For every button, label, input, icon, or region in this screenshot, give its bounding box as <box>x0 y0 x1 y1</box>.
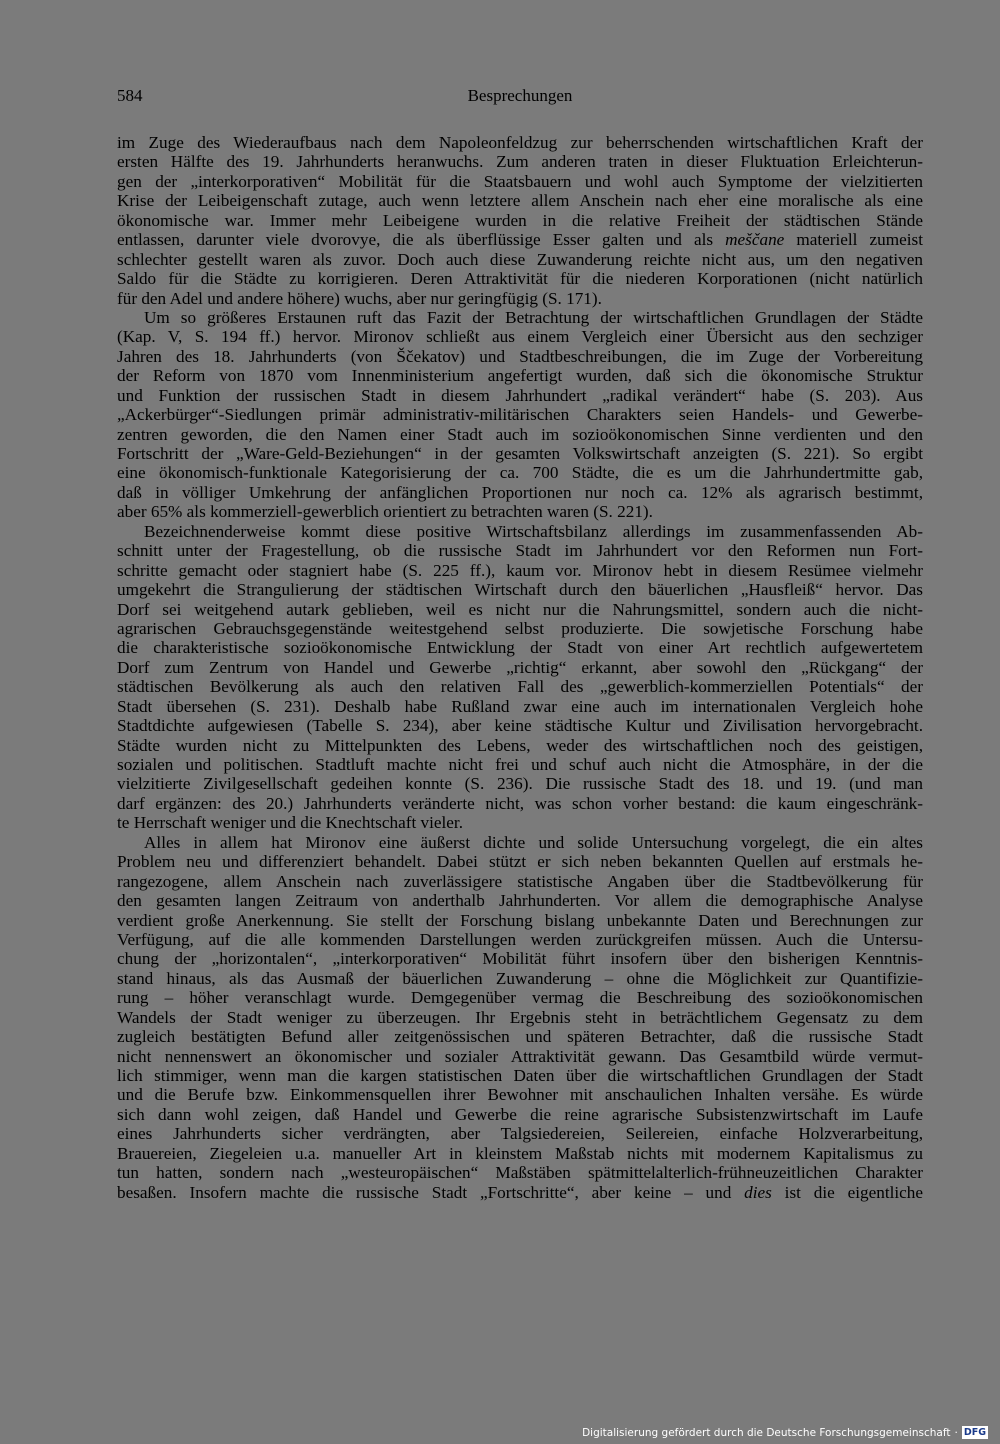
text-line: Krise der Leibeigenschaft zutage, auch wenn letztere allem Anschein nach eher eine moralische als eine <box>117 191 923 211</box>
text-line: Bezeichnenderweise kommt diese positive Wirtschaftsbilanz allerdings im zusammenfassenden Ab- <box>144 521 923 541</box>
digitization-footer <box>582 1425 988 1440</box>
text-line: für den Adel und andere höhere) wuchs, aber nur geringfügig (S. 171). <box>117 288 602 308</box>
text-line: besaßen. Insofern machte die russische Stadt „Fortschritte“, aber keine – und dies ist die eigentliche <box>117 1182 923 1202</box>
text-line: Dorf sei weitgehend autark geblieben, weil es nicht nur die Nahrungsmittel, sondern auch die nicht- <box>117 599 923 619</box>
text-line: im Zuge des Wiederaufbaus nach dem Napoleonfeldzug zur beherrschenden wirtschaftlichen Kraft der <box>117 133 923 152</box>
text-line: Stadtdichte aufgewiesen (Tabelle S. 234), aber keine städtische Kultur und Zivilisation hervorgebracht. <box>117 716 923 736</box>
text-line: schritte gemacht oder stagniert habe (S. 225 ff.), kaum vor. Mironov hebt in diesem Resümee vielmehr <box>117 560 923 580</box>
text-line: Brauereien, Ziegeleien u.a. manueller Art in kleinstem Maßstab nichts mit modernem Kapitalismus zu <box>117 1143 923 1163</box>
text-line: (Kap. V, S. 194 ff.) hervor. Mironov schließt aus einem Vergleich einer Übersicht aus den sechziger <box>117 327 923 347</box>
text-line: vielzitierte Zivilgesellschaft gedeihen konnte (S. 236). Die russische Stadt des 18. und 19. (und man <box>117 774 923 794</box>
text-line: Alles in allem hat Mironov eine äußerst dichte und solide Untersuchung vorgelegt, die ein altes <box>144 832 923 852</box>
text-line: ersten Hälfte des 19. Jahrhunderts heranwuchs. Zum anderen traten in dieser Fluktuation Erleichterun- <box>117 152 923 172</box>
text-line: stand hinaus, als das Ausmaß der bäuerlichen Zuwanderung – ohne die Möglichkeit zur Quantifizie- <box>117 968 923 988</box>
text-line: Um so größeres Erstaunen ruft das Fazit der Betrachtung der wirtschaftlichen Grundlagen der Städte <box>144 307 923 327</box>
text-line: rung – höher veranschlagt wurde. Demgegenüber vermag die Beschreibung des sozioökonomischen <box>117 988 923 1008</box>
paragraph <box>117 522 923 833</box>
running-head: Besprechungen <box>467 86 573 105</box>
text-line: städtischen Bevölkerung als auch den relativen Fall des „gewerblich-kommerziellen Potentials“ der <box>117 677 923 697</box>
text-line: „Ackerbürger“-Siedlungen primär administrativ-militärischen Charakters seien Handels- und Gewerbe- <box>117 405 923 425</box>
text-line: gen der „interkorporativen“ Mobilität für die Staatsbauern und wohl auch Symptome der vielzitierten <box>117 171 923 191</box>
text-line: verdient große Anerkennung. Sie stellt der Forschung bislang unbekannte Daten und Berechnungen zur <box>117 910 923 930</box>
text-line: der Reform von 1870 vom Innenministerium angefertigt wurden, daß sich die ökonomische Struktur <box>117 366 923 386</box>
paragraph <box>117 308 923 522</box>
text-line: sich dann wohl zeigen, daß Handel und Gewerbe die reine agrarische Subsistenzwirtschaft im Laufe <box>117 1104 923 1124</box>
text-line: darf ergänzen: des 20.) Jahrhunderts veränderte nicht, was schon vorher bestand: die kaum eingeschränk- <box>117 793 923 813</box>
text-line: Verfügung, auf die alle kommenden Darstellungen werden zurückgreifen müssen. Auch die Untersu- <box>117 929 923 949</box>
text-line: sozialen und politischen. Stadtluft machte nicht frei und schuf auch nicht die Atmosphäre, in der die <box>117 755 923 774</box>
text-line: Problem neu und differenziert behandelt. Dabei stützt er sich neben bekannten Quellen auf erstmals he- <box>117 852 923 872</box>
text-line: Jahren des 18. Jahrhunderts (von Ščekatov) und Stadtbeschreibungen, die im Zuge der Vorbereitung <box>117 346 923 366</box>
text-line: agrarischen Gebrauchsgegenstände weitestgehend selbst produzierte. Die sowjetische Forschung habe <box>117 618 923 638</box>
review-body-text <box>117 133 923 1202</box>
text-line: rangezogene, allem Anschein nach zuverlässigere statistische Angaben über die Stadtbevölkerung für <box>117 871 923 891</box>
text-line: chung der „horizontalen“, „interkorporativen“ Mobilität führt insofern über den bisherigen Kenntnis- <box>117 949 923 969</box>
footer-separator: · <box>954 1426 958 1439</box>
text-line: aber 65% als kommerziell-gewerblich orientiert zu betrachten waren (S. 221). <box>117 502 653 522</box>
text-line: entlassen, darunter viele dvorovye, die als überflüssige Esser galten und als meščane materiell zumeist <box>117 230 923 250</box>
text-line: nicht nennenswert an ökonomischer und sozialer Attraktivität gewann. Das Gesamtbild würde vermut- <box>117 1046 923 1066</box>
footer-credit: Digitalisierung gefördert durch die Deutsche Forschungsgemeinschaft <box>582 1426 951 1439</box>
text-line: Stadt übersehen (S. 231). Deshalb habe Rußland zwar eine auch im internationalen Vergleich hohe <box>117 696 923 716</box>
dfg-logo-icon: DFG <box>963 1427 986 1438</box>
text-line: und Funktion der russischen Stadt in diesem Jahrhundert „radikal verändert“ habe (S. 203). Aus <box>117 385 923 405</box>
text-line: lich stimmiger, wenn man die kargen statistischen Daten über die wirtschaftlichen Grundlagen der Stadt <box>117 1066 923 1085</box>
text-line: schnitt unter der Fragestellung, ob die russische Stadt im Jahrhundert vor den Reformen nun Fort- <box>117 541 923 561</box>
text-line: Saldo für die Städte zu korrigieren. Deren Attraktivität für die niederen Korporationen (nicht natürlich <box>117 269 923 289</box>
text-line: daß in völliger Umkehrung der anfänglichen Proportionen nur noch ca. 12% als agrarisch bestimmt, <box>117 482 923 502</box>
page-number: 584 <box>117 86 143 105</box>
text-line: eine ökonomisch-funktionale Kategorisierung der ca. 700 Städte, die es um die Jahrhundertmitte gab, <box>117 463 923 483</box>
text-line: den gesamten langen Zeitraum von anderthalb Jahrhunderten. Vor allem die demographische Analyse <box>117 891 923 911</box>
text-line: Dorf zum Zentrum von Handel und Gewerbe „richtig“ erkannt, aber sowohl den „Rückgang“ der <box>117 657 923 677</box>
text-line: zugleich bestätigten Befund aller zeitgenössischen und späteren Betrachter, daß die russische Stadt <box>117 1027 923 1047</box>
page-header <box>117 86 923 110</box>
paragraph <box>117 833 923 1202</box>
text-line: zentren geworden, die den Namen einer Stadt auch im sozioökonomischen Sinne verdienten und den <box>117 424 923 444</box>
text-line: Wandels der Stadt weniger zu überzeugen. Ihr Ergebnis steht in beträchtlichem Gegensatz zu dem <box>117 1007 923 1027</box>
text-line: ökonomische war. Immer mehr Leibeigene wurden in die relative Freiheit der städtischen Stände <box>117 210 923 230</box>
text-line: tun hatten, sondern nach „westeuropäischen“ Maßstäben spätmittelalterlich-frühneuzeitlichen Charakter <box>117 1163 923 1183</box>
text-line: umgekehrt die Strangulierung der städtischen Wirtschaft durch den bäuerlichen „Hausfleiß“ hervor. Das <box>117 580 923 600</box>
text-line: Städte wurden nicht zu Mittelpunkten des Lebens, weder des wirtschaftlichen noch des geistigen, <box>117 735 923 755</box>
text-line: eines Jahrhunderts sicher verdrängten, aber Talgsiedereien, Seilereien, einfache Holzverarbeitung, <box>117 1124 923 1144</box>
text-line: die charakteristische sozioökonomische Entwicklung der Stadt von einer Art rechtlich aufgewertetem <box>117 638 923 658</box>
paragraph <box>117 133 923 308</box>
text-line: und die Berufe bzw. Einkommensquellen ihrer Bewohner mit anschaulichen Inhalten versähe. Es würde <box>117 1085 923 1105</box>
text-line: te Herrschaft weniger und die Knechtschaft vieler. <box>117 813 463 833</box>
text-line: Fortschritt der „Ware-Geld-Beziehungen“ in der gesamten Volkswirtschaft anzeigten (S. 221). So ergibt <box>117 444 923 463</box>
text-line: schlechter gestellt waren als zuvor. Doch auch diese Zuwanderung reichte nicht aus, um den negativen <box>117 249 923 269</box>
